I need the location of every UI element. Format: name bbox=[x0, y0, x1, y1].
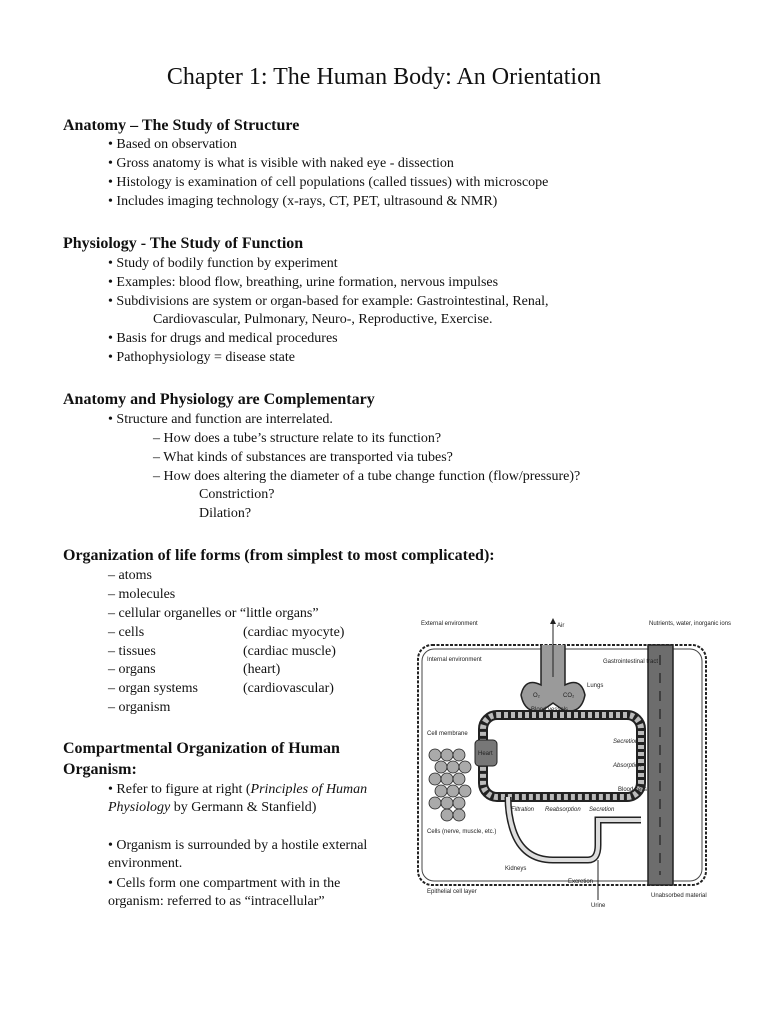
anatomy-bullet-2: • Gross anatomy is what is visible with naked eye - dissection bbox=[108, 156, 454, 171]
heading-compartmental-2: Organism: bbox=[63, 761, 137, 778]
anatomy-bullet-4: • Includes imaging technology (x-rays, CT, PET, ultrasound & NMR) bbox=[108, 194, 498, 209]
complementary-sub-3: – How does altering the diameter of a tube change function (flow/pressure)? bbox=[153, 469, 581, 484]
label-air: Air bbox=[557, 623, 565, 629]
label-filtration: Filtration bbox=[511, 807, 535, 813]
complementary-bullet: • Structure and function are interrelated. bbox=[108, 412, 333, 427]
label-excretion: Excretion bbox=[568, 879, 594, 885]
compartmental-bullet-2: • Organism is surrounded by a hostile external environment. bbox=[108, 838, 368, 871]
label-o2: O₂ bbox=[533, 693, 540, 699]
label-gi-tract: Gastrointestinal tract bbox=[603, 659, 659, 665]
org-item-cells: – cells bbox=[108, 625, 145, 640]
label-unabsorbed: Unabsorbed material bbox=[651, 893, 707, 899]
compartmental-bullet-1-pre: • Refer to figure at right ( bbox=[108, 782, 251, 797]
org-item-organs: – organs bbox=[108, 662, 156, 677]
org-item-atoms: – atoms bbox=[108, 568, 152, 583]
heading-physiology: Physiology - The Study of Function bbox=[63, 235, 304, 252]
org-item-organelles: – cellular organelles or “little organs” bbox=[108, 606, 319, 621]
label-blood-cells: Blood cells bbox=[618, 787, 648, 793]
physiology-bullet-4: • Basis for drugs and medical procedures bbox=[108, 331, 338, 346]
compartmental-bullet-1 bbox=[108, 781, 373, 817]
label-secretion: Secretion bbox=[613, 739, 639, 745]
physiology-bullet-3: • Subdivisions are system or organ-based for example: Gastrointestinal, Renal, bbox=[108, 294, 549, 309]
complementary-sub-2: – What kinds of substances are transported via tubes? bbox=[153, 450, 453, 465]
physiology-bullet-2: • Examples: blood flow, breathing, urine formation, nervous impulses bbox=[108, 275, 499, 290]
label-epithelial: Epithelial cell layer bbox=[427, 889, 477, 895]
org-note-cells: (cardiac myocyte) bbox=[243, 625, 345, 640]
physiology-bullet-1: • Study of bodily function by experiment bbox=[108, 256, 338, 271]
label-secretion-2: Secretion bbox=[589, 807, 615, 813]
label-cell-membrane: Cell membrane bbox=[427, 731, 468, 737]
label-absorption: Absorption bbox=[613, 763, 642, 769]
compartmental-bullet-3: • Cells form one compartment with in the organism: referred to as “intracellular” bbox=[108, 876, 341, 909]
cells-cluster bbox=[429, 749, 471, 821]
compartmental-bullet-1-post: by Germann & Stanfield) bbox=[170, 800, 317, 815]
org-note-organs: (heart) bbox=[243, 662, 281, 677]
physiology-bullet-5: • Pathophysiology = disease state bbox=[108, 350, 295, 365]
anatomy-bullet-3: • Histology is examination of cell populations (called tissues) with microscope bbox=[108, 175, 549, 190]
org-item-tissues: – tissues bbox=[108, 644, 156, 659]
label-lungs: Lungs bbox=[587, 683, 604, 689]
label-kidneys: Kidneys bbox=[505, 866, 527, 872]
label-reabsorption: Reabsorption bbox=[545, 807, 581, 813]
complementary-subsub-1: Constriction? bbox=[199, 487, 275, 502]
label-urine: Urine bbox=[591, 903, 606, 909]
org-note-tissues: (cardiac muscle) bbox=[243, 644, 336, 659]
org-note-organ-systems: (cardiovascular) bbox=[243, 681, 334, 696]
label-blood-vessels: Blood vessels bbox=[531, 707, 569, 713]
physiology-bullet-3-cont: Cardiovascular, Pulmonary, Neuro-, Reproductive, Exercise. bbox=[153, 312, 493, 327]
anatomy-bullet-1: • Based on observation bbox=[108, 137, 237, 152]
org-item-molecules: – molecules bbox=[108, 587, 176, 602]
label-cells: Cells (nerve, muscle, etc.) bbox=[427, 829, 497, 835]
label-internal-environment: Internal environment bbox=[427, 657, 482, 663]
compartment-figure bbox=[413, 615, 732, 910]
page-title: Chapter 1: The Human Body: An Orientation bbox=[166, 64, 602, 90]
org-item-organ-systems: – organ systems bbox=[108, 681, 198, 696]
heading-complementary: Anatomy and Physiology are Complementary bbox=[63, 391, 375, 408]
label-co2: CO₂ bbox=[563, 693, 575, 699]
air-arrowhead bbox=[550, 618, 556, 624]
org-item-organism: – organism bbox=[108, 700, 171, 715]
heading-organization: Organization of life forms (from simplest to most complicated): bbox=[63, 547, 495, 564]
heading-anatomy: Anatomy – The Study of Structure bbox=[63, 117, 300, 134]
blood-vessel-loop bbox=[483, 715, 641, 797]
complementary-sub-1: – How does a tube’s structure relate to its function? bbox=[153, 431, 442, 446]
label-nutrients: Nutrients, water, inorganic ions bbox=[649, 621, 732, 627]
label-external-environment: External environment bbox=[421, 621, 478, 627]
heading-compartmental-1: Compartmental Organization of Human bbox=[63, 740, 340, 757]
blood-cells-pattern bbox=[483, 715, 641, 797]
label-heart: Heart bbox=[478, 751, 493, 757]
complementary-subsub-2: Dilation? bbox=[199, 506, 252, 521]
compartmental-bullet-1-book: Principles of Human Physiology bbox=[108, 782, 368, 815]
